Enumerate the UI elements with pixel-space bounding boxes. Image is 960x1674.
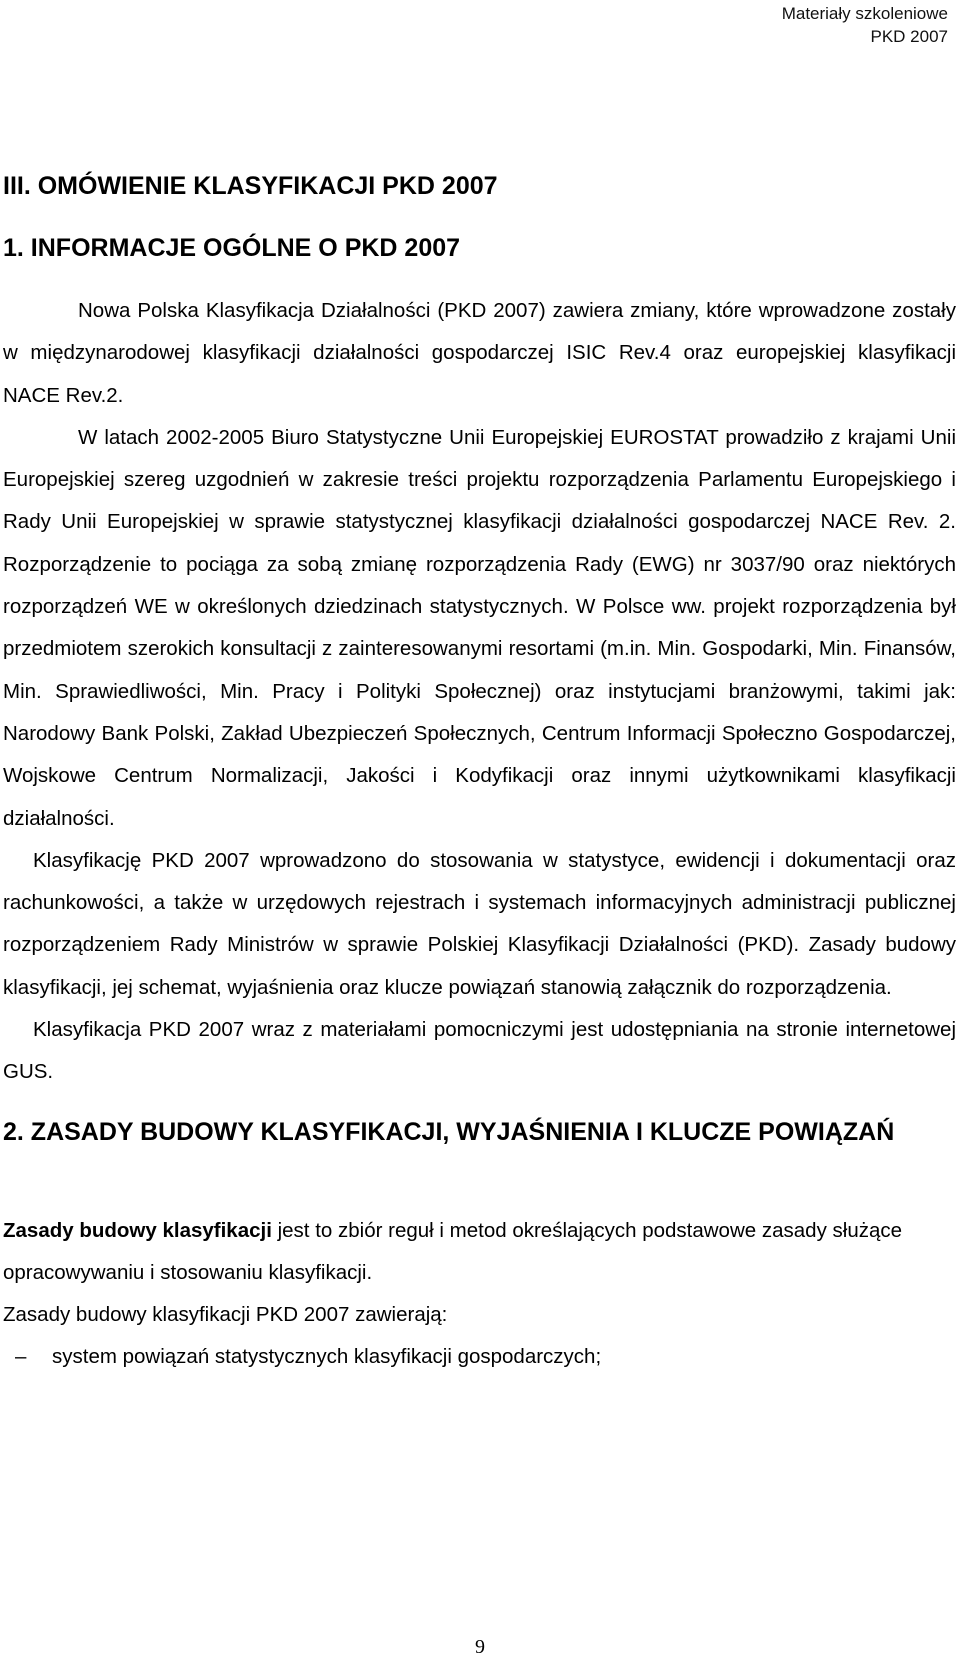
- page-number: 9: [475, 1636, 485, 1658]
- definition-paragraph: [3, 1210, 956, 1294]
- definition-term: Zasady budowy klasyfikacji: [3, 1218, 272, 1242]
- subsection-1-title: 1. INFORMACJE OGÓLNE O PKD 2007: [3, 234, 461, 262]
- list-intro: Zasady budowy klasyfikacji PKD 2007 zawierają:: [3, 1302, 448, 1326]
- list-item: [3, 1336, 956, 1378]
- page-header: [782, 2, 948, 48]
- header-line-2: PKD 2007: [870, 27, 948, 46]
- paragraph-history: W latach 2002-2005 Biuro Statystyczne Unii Europejskiej EUROSTAT prowadziło z krajami Unii Europejskiej szereg uzgodnień w zakresie treści projektu rozporządzenia Parlamentu Europejskiego i Rady Unii Europejskiej w sprawie statystycznej klasyfikacji działalności gospodarczej NACE Rev. 2. Rozporządzenie to pociąga za sobą zmianę rozporządzenia Rady (EWG) nr 3037/90 oraz niektórych rozporządzeń WE w określonych dziedzinach statystycznych. W Polsce ww. projekt rozporządzenia był przedmiotem szerokich konsultacji z zainteresowanymi resortami (m.in. Min. Gospodarki, Min. Finansów, Min. Sprawiedliwości, Min. Pracy i Polityki Społecznej) oraz instytucjami branżowymi, takimi jak: Narodowy Bank Polski, Zakład Ubezpieczeń Społecznych, Centrum Informacji Społeczno Gospodarczej, Wojskowe Centrum Normalizacji, Jakości i Kodyfikacji oraz innymi użytkownikami klasyfikacji działalności.: [3, 425, 956, 830]
- section-title: III. OMÓWIENIE KLASYFIKACJI PKD 2007: [3, 172, 498, 200]
- subsection-2-title: 2. ZASADY BUDOWY KLASYFIKACJI, WYJAŚNIENIA I KLUCZE POWIĄZAŃ: [3, 1117, 895, 1146]
- paragraph-implementation: Klasyfikację PKD 2007 wprowadzono do stosowania w statystyce, ewidencji i dokumentacji oraz rachunkowości, a także w urzędowych rejestrach i systemach informacyjnych administracji publicznej rozporządzeniem Rady Ministrów w sprawie Polskiej Klasyfikacji Działalności (PKD). Zasady budowy klasyfikacji, jej schemat, wyjaśnienia oraz klucze powiązań stanowią załącznik do rozporządzenia.: [3, 848, 956, 999]
- paragraph-availability: Klasyfikacja PKD 2007 wraz z materiałami pomocniczymi jest udostępniania na stronie internetowej GUS.: [3, 1018, 956, 1084]
- list-item-text: system powiązań statystycznych klasyfikacji gospodarczych;: [52, 1344, 602, 1368]
- dash-bullet-icon: –: [15, 1344, 27, 1368]
- definition-text: jest to zbiór reguł i metod określających podstawowe zasady służące opracowywaniu i stosowaniu klasyfikacji.: [3, 1218, 903, 1284]
- header-line-1: Materiały szkoleniowe: [781, 4, 948, 23]
- page-content: [3, 170, 956, 1378]
- paragraph-intro: Nowa Polska Klasyfikacja Działalności (PKD 2007) zawiera zmiany, które wprowadzone zostały w międzynarodowej klasyfikacji działalności gospodarczej ISIC Rev.4 oraz europejskiej klasyfikacji NACE Rev.2.: [3, 299, 956, 407]
